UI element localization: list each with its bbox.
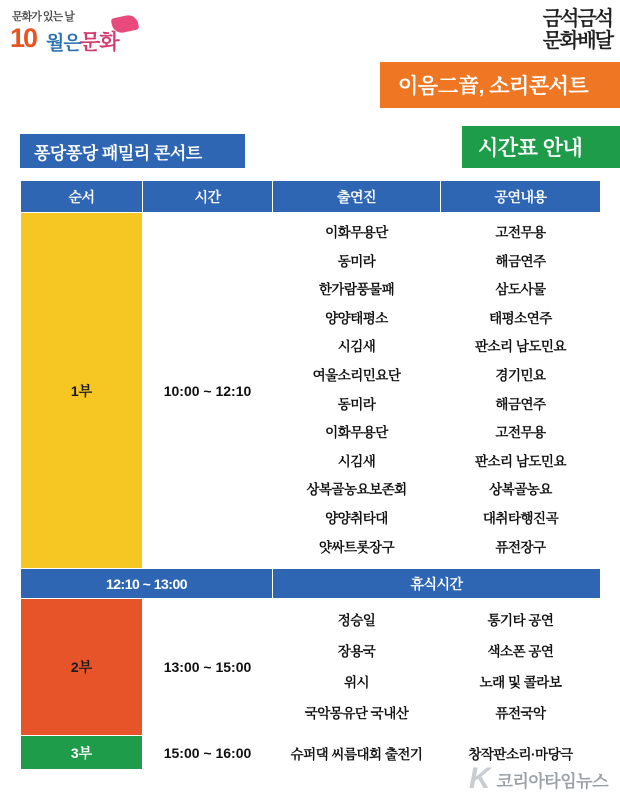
schedule-banner — [462, 126, 620, 168]
logo-word1: 월은 — [46, 33, 81, 54]
list-item: 상복골농요보존회 — [306, 482, 407, 498]
list-item: 이화무용단 — [325, 225, 388, 240]
list-item: 노래 및 콜라보 — [479, 675, 562, 691]
header-cast: 출연진 — [273, 181, 441, 213]
list-item: 판소리 남도민요 — [474, 453, 567, 469]
event-title-text: 이음二音, 소리콘서트 — [398, 75, 589, 98]
list-item: 상복골농요 — [489, 482, 552, 498]
part2-label: 2부 — [21, 599, 143, 736]
list-item: 얏싸트롯장구 — [318, 539, 395, 555]
logo-line1: 문화가 있는 날 — [12, 11, 74, 23]
press-name: 코리아타임뉴스 — [496, 771, 608, 791]
list-item: 시김새 — [337, 339, 376, 355]
list-item: 동미라 — [337, 253, 376, 269]
list-item: 퓨전국악 — [495, 706, 546, 722]
organizer-logo-line1: 금석금석 — [542, 8, 612, 30]
list-item: 판소리 남도민요 — [474, 339, 567, 355]
organizer-logo — [543, 8, 612, 52]
logo-month-number: 10 — [10, 23, 37, 53]
schedule-table-wrap — [20, 180, 600, 770]
list-item: 통기타 공연 — [487, 613, 554, 629]
list-item: 경기민요 — [495, 367, 546, 383]
list-item: 위시 — [343, 675, 370, 691]
list-item: 동미라 — [337, 396, 376, 412]
part3-detail: 창작판소리·마당극 — [441, 736, 601, 770]
list-item: 대취타행진곡 — [482, 510, 559, 526]
list-item: 색소폰 공연 — [487, 644, 554, 660]
part2-detail-list — [441, 599, 601, 736]
list-item: 이화무용단 — [325, 425, 388, 441]
header-order: 순서 — [21, 181, 143, 213]
part3-label: 3부 — [21, 736, 143, 770]
list-item: 국악몽유단 국내산 — [304, 706, 409, 722]
list-item: 고전무용 — [495, 225, 546, 240]
concert-subtitle — [20, 134, 245, 168]
part1-cast-list — [273, 213, 441, 569]
part1-detail-list — [441, 213, 601, 569]
break-time: 12:10 ~ 13:00 — [21, 569, 273, 599]
organizer-logo-line2: 문화배달 — [542, 30, 612, 52]
schedule-table — [20, 180, 601, 770]
table-row-part1 — [21, 213, 601, 569]
part1-time: 10:00 ~ 12:10 — [143, 213, 273, 569]
table-row-part2 — [21, 599, 601, 736]
part2-time: 13:00 ~ 15:00 — [143, 599, 273, 736]
logo-word2: 문화 — [80, 31, 119, 54]
culture-day-logo — [8, 6, 143, 62]
list-item: 해금연주 — [495, 396, 546, 412]
list-item: 양양취타대 — [325, 510, 388, 526]
list-item: 퓨전장구 — [495, 539, 546, 555]
part3-cast: 슈퍼댁 씨름대회 출전기 — [273, 736, 441, 770]
break-label: 휴식시간 — [273, 569, 601, 599]
event-title-banner — [380, 62, 620, 108]
list-item: 양양태평소 — [325, 310, 388, 326]
list-item: 한가람풍물패 — [318, 282, 395, 298]
part3-time: 15:00 ~ 16:00 — [143, 736, 273, 770]
list-item: 장용국 — [337, 644, 376, 660]
header-time: 시간 — [143, 181, 273, 213]
list-item: 고전무용 — [495, 425, 546, 441]
list-item: 해금연주 — [495, 253, 546, 269]
list-item: 정승일 — [337, 613, 376, 629]
list-item: 삼도사물 — [495, 282, 546, 298]
header-detail: 공연내용 — [441, 181, 601, 213]
concert-subtitle-text: 퐁당퐁당 패밀리 콘서트 — [34, 143, 202, 163]
table-row-break — [21, 569, 601, 599]
footer-watermark — [469, 764, 608, 794]
list-item: 시김새 — [337, 453, 376, 469]
schedule-banner-text: 시간표 안내 — [478, 137, 583, 160]
part1-label: 1부 — [21, 213, 143, 569]
list-item: 여울소리민요단 — [312, 367, 401, 383]
list-item: 태평소연주 — [489, 310, 552, 326]
press-logo-icon: K — [468, 762, 491, 795]
table-header-row — [21, 181, 601, 213]
part2-cast-list — [273, 599, 441, 736]
